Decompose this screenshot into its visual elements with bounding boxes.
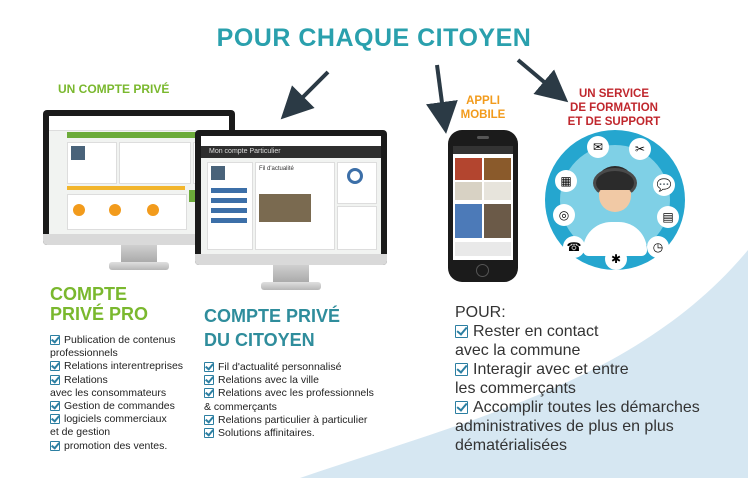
compte-prive-label: UN COMPTE PRIVÉ [58,82,170,96]
lifebuoy-icon: ◎ [553,204,575,226]
appli-mobile-label: APPLI MOBILE [460,95,506,121]
pour-section [455,303,740,455]
phone-icon: ☎ [563,236,585,258]
settings-icon: ✱ [605,248,627,270]
screen-citoyen [201,136,381,254]
checkbox-icon [455,325,468,338]
checkbox-icon [50,401,60,411]
citizen-header-text: Mon compte Particulier [201,146,381,158]
mail-icon: ✉ [587,136,609,158]
checkbox-icon [50,441,60,451]
checkbox-icon [204,388,214,398]
list-item: Accomplir toutes les démarches administratives de plus en plus dématérialisées [455,399,700,454]
list-item: Relations particulier à particulier [204,414,404,427]
pro-heading: COMPTE PRIVÉ PRO [50,284,149,324]
arrow-right [518,60,556,92]
list-item: Relations interentreprises [50,360,200,373]
tools-icon: ✂ [629,138,651,160]
checkbox-icon [455,363,468,376]
calendar-icon: ▦ [555,170,577,192]
checkbox-icon [204,362,214,372]
checkbox-icon [455,401,468,414]
pour-heading: POUR: [455,304,506,321]
clock-icon: ◷ [647,236,669,258]
support-illustration [545,130,685,270]
page-title: POUR CHAQUE CITOYEN [216,24,532,52]
checkbox-icon [50,375,60,385]
list-item: Rester en contact avec la commune [455,323,599,359]
pro-list [50,334,200,453]
list-item: Interagir avec et entre les commerçants [455,361,629,397]
list-item: Relations avec les professionnels & commerçants [204,387,374,413]
service-label: UN SERVICE DE FORMATION ET DE SUPPORT [567,88,661,128]
phone-screen [453,146,513,260]
citizen-feed-title: Fil d'actualité [259,166,294,172]
list-item: Gestion de commandes [50,400,200,413]
arrow-middle [437,65,444,118]
list-item: Relations avec la ville [204,374,404,387]
monitor-citoyen [195,130,387,295]
list-item: promotion des ventes. [50,440,200,453]
list-item: Publication de contenus professionnels [50,334,176,360]
checkbox-icon [50,335,60,345]
checkbox-icon [50,414,60,424]
document-icon: ▤ [657,206,679,228]
checkbox-icon [50,361,60,371]
checkbox-icon [204,415,214,425]
citoyen-heading: COMPTE PRIVÉ DU CITOYEN [204,306,341,350]
list-item: logiciels commerciaux et de gestion [50,413,167,439]
list-item: Fil d'actualité personnalisé [204,361,404,374]
list-item: Solutions affinitaires. [204,427,404,440]
arrow-left [292,72,328,108]
citoyen-list [204,361,404,440]
chat-icon: 💬 [653,174,675,196]
checkbox-icon [204,375,214,385]
smartphone [448,130,518,282]
checkbox-icon [204,428,214,438]
list-item: Relations avec les consommateurs [50,373,167,399]
